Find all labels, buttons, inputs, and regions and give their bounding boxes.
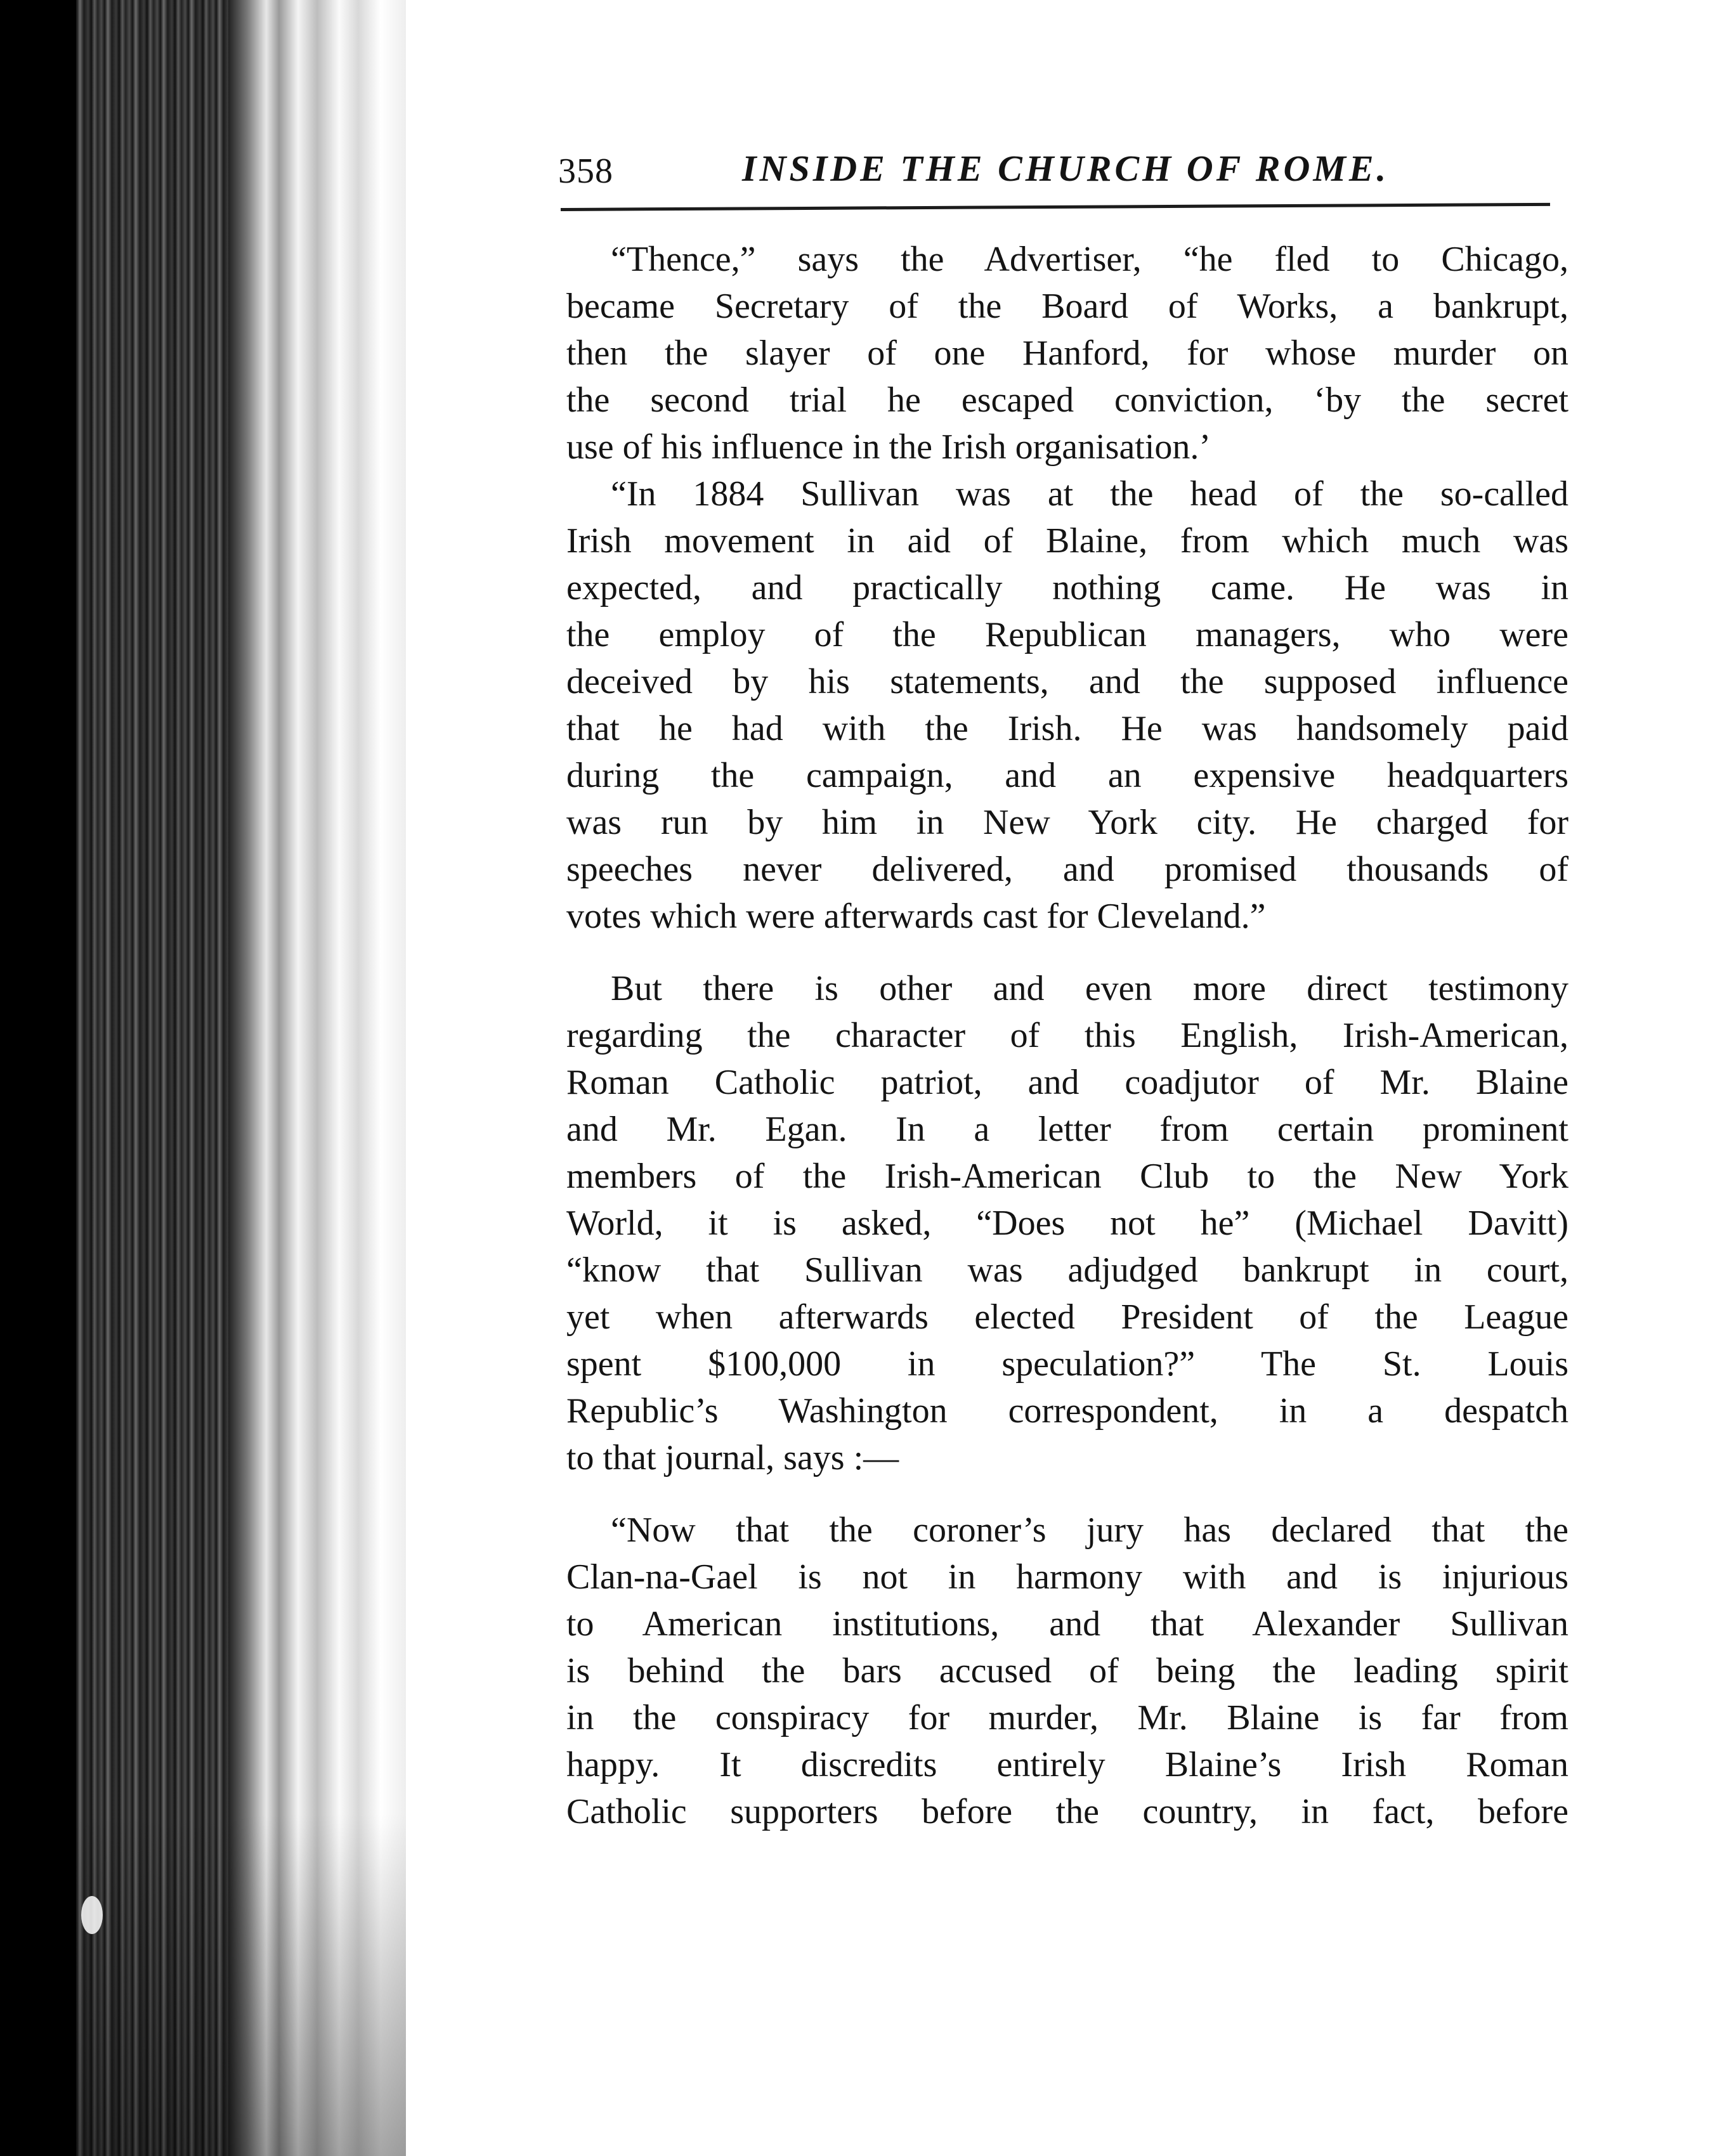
- scan-speck: [81, 1896, 103, 1934]
- running-title: INSIDE THE CHURCH OF ROME.: [742, 148, 1390, 189]
- text-line: that he had with the Irish. He was handsomely paid: [566, 709, 1568, 748]
- text-line: But there is other and even more direct testimony: [611, 969, 1568, 1008]
- text-line: use of his influence in the Irish organisation.’: [566, 427, 1211, 467]
- text-line: expected, and practically nothing came. He was in: [566, 568, 1568, 607]
- paragraph-2: [566, 471, 1568, 940]
- text-line: the employ of the Republican managers, who were: [566, 615, 1568, 654]
- text-line: Clan-na-Gael is not in harmony with and is injurious: [566, 1557, 1568, 1597]
- edge-shadow: [76, 1814, 406, 2156]
- text-line: “In 1884 Sullivan was at the head of the so-called: [611, 474, 1568, 514]
- text-line: spent $100,000 in speculation?” The St. Louis: [566, 1344, 1568, 1384]
- scan-margin: [0, 0, 76, 2156]
- text-line: deceived by his statements, and the supposed influence: [566, 662, 1568, 701]
- text-line: Catholic supporters before the country, in fact, before: [566, 1792, 1568, 1831]
- text-line: Republic’s Washington correspondent, in a despatch: [566, 1391, 1568, 1431]
- text-line: regarding the character of this English, Irish-American,: [566, 1016, 1568, 1055]
- book-page-edge: [0, 0, 406, 2156]
- text-line: “Thence,” says the Advertiser, “he fled to Chicago,: [611, 240, 1568, 279]
- body-text: [566, 236, 1568, 1835]
- paragraph-gap: [566, 1481, 1568, 1507]
- paragraph-4: [566, 1507, 1568, 1835]
- text-line: happy. It discredits entirely Blaine’s Irish Roman: [566, 1745, 1568, 1784]
- text-line: World, it is asked, “Does not he” (Michael Davitt): [566, 1204, 1568, 1243]
- text-line: the second trial he escaped conviction, ‘by the secret: [566, 380, 1568, 420]
- text-line: became Secretary of the Board of Works, a bankrupt,: [566, 287, 1568, 326]
- text-line: to American institutions, and that Alexander Sullivan: [566, 1604, 1568, 1644]
- paragraph-gap: [566, 940, 1568, 965]
- text-line: was run by him in New York city. He charged for: [566, 803, 1568, 842]
- paragraph-1: [566, 236, 1568, 471]
- running-head: [558, 147, 1548, 204]
- text-line: to that journal, says :—: [566, 1438, 899, 1477]
- text-line: “know that Sullivan was adjudged bankrupt in court,: [566, 1250, 1568, 1290]
- text-line: Irish movement in aid of Blaine, from which much was: [566, 521, 1568, 561]
- paragraph-3: [566, 965, 1568, 1481]
- text-line: votes which were afterwards cast for Cleveland.”: [566, 897, 1266, 936]
- text-line: then the slayer of one Hanford, for whose murder on: [566, 334, 1568, 373]
- text-line: is behind the bars accused of being the leading spirit: [566, 1651, 1568, 1691]
- text-line: during the campaign, and an expensive headquarters: [566, 756, 1568, 795]
- text-line: and Mr. Egan. In a letter from certain prominent: [566, 1110, 1568, 1149]
- text-line: yet when afterwards elected President of the League: [566, 1297, 1568, 1337]
- text-line: speeches never delivered, and promised thousands of: [566, 850, 1568, 889]
- text-line: members of the Irish-American Club to the New York: [566, 1157, 1568, 1196]
- text-line: Roman Catholic patriot, and coadjutor of Mr. Blaine: [566, 1063, 1568, 1102]
- text-line: in the conspiracy for murder, Mr. Blaine is far from: [566, 1698, 1568, 1737]
- page-number: 358: [558, 152, 613, 191]
- text-line: “Now that the coroner’s jury has declared that the: [611, 1510, 1568, 1550]
